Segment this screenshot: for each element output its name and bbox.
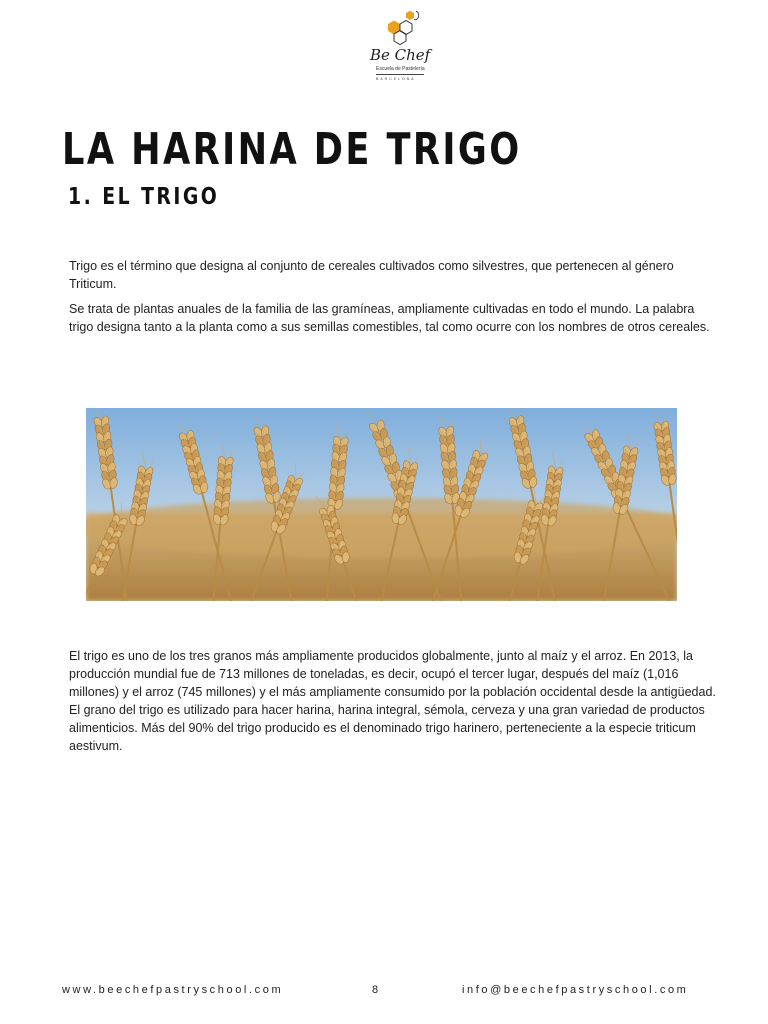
page-number: 8: [372, 984, 379, 996]
footer-email-link[interactable]: info@beechefpastryschool.com: [462, 984, 689, 996]
production-paragraph: El trigo es uno de los tres granos más ampliamente producidos globalmente, junto al maíz y el arroz. En 2013, la producción mundial fue de 713 millones de toneladas, es decir, ocupó el tercer lugar, después del maíz (1,016 millones) y el arroz (745 millones) y el más ampliamente consumido por la población occidental desde la antigüedad. El grano del trigo es utilizado para hacer harina, harina integral, sémola, cerveza y una gran variedad de productos alimenticios. Más del 90% del trigo producido es el denominado trigo harinero, perteneciente a la especie triticum aestivum.: [69, 649, 716, 753]
section-title: 1. EL TRIGO: [68, 184, 220, 210]
footer-website-link[interactable]: www.beechefpastryschool.com: [62, 984, 284, 996]
description-paragraph: Se trata de plantas anuales de la familia de las gramíneas, ampliamente cultivadas en todo el mundo. La palabra trigo designa tanto a la planta como a sus semillas comestibles, tal como ocurre con los nombres de otros cereales.: [69, 302, 710, 334]
wheat-field-image: [86, 408, 677, 601]
logo-divider: [376, 74, 424, 75]
logo: [360, 8, 450, 80]
logo-city: BARCELONA: [376, 77, 416, 81]
logo-subtitle: Escuela de Pastelería: [376, 66, 425, 72]
intro-paragraph: Trigo es el término que designa al conjunto de cereales cultivados como silvestres, que pertenecen al género Triticum.: [69, 259, 674, 291]
logo-name: Be Chef: [370, 46, 431, 64]
page-title: LA HARINA DE TRIGO: [62, 124, 522, 175]
